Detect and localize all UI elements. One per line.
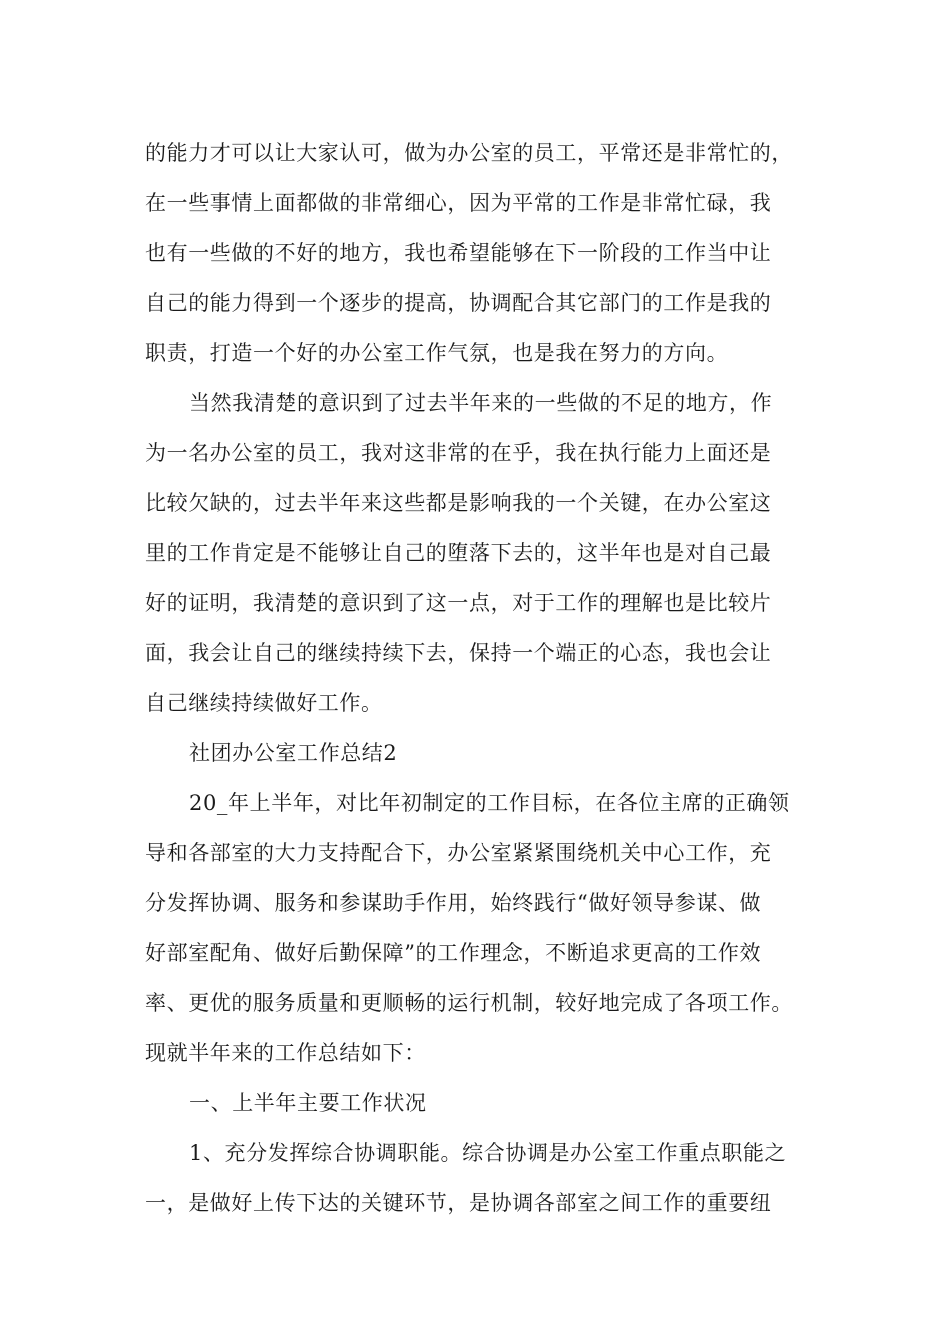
text-line: 职责，打造一个好的办公室工作气氛，也是我在努力的方向。 bbox=[145, 341, 729, 365]
paragraph-start-line: 1、充分发挥综合协调职能。综合协调是办公室工作重点职能之 bbox=[189, 1141, 787, 1165]
text-line: 自己的能力得到一个逐步的提高，协调配合其它部门的工作是我的 bbox=[145, 291, 772, 315]
text-line: 为一名办公室的员工，我对这非常的在乎，我在执行能力上面还是 bbox=[145, 441, 772, 465]
text-line: 好部室配角、做好后勤保障”的工作理念，不断追求更高的工作效 bbox=[145, 941, 762, 965]
text-line: 在一些事情上面都做的非常细心，因为平常的工作是非常忙碌，我 bbox=[145, 191, 772, 215]
text-line: 比较欠缺的，过去半年来这些都是影响我的一个关键，在办公室这 bbox=[145, 491, 772, 515]
paragraph-start-line: 当然我清楚的意识到了过去半年来的一些做的不足的地方，作 bbox=[189, 391, 773, 415]
text-line: 里的工作肯定是不能够让自己的堕落下去的，这半年也是对自己最 bbox=[145, 541, 772, 565]
text-line: 自己继续持续做好工作。 bbox=[145, 691, 383, 715]
text-line: 分发挥协调、服务和参谋助手作用，始终践行“做好领导参谋、做 bbox=[145, 891, 762, 915]
text-line: 现就半年来的工作总结如下： bbox=[145, 1041, 426, 1065]
text-line: 也有一些做的不好的地方，我也希望能够在下一阶段的工作当中让 bbox=[145, 241, 772, 265]
section-heading: 一、上半年主要工作状况 bbox=[189, 1091, 427, 1115]
text-line: 好的证明，我清楚的意识到了这一点，对于工作的理解也是比较片 bbox=[145, 591, 772, 615]
text-line: 的能力才可以让大家认可，做为办公室的员工，平常还是非常忙的， bbox=[145, 141, 793, 165]
section-title: 社团办公室工作总结2 bbox=[189, 741, 398, 765]
paragraph-start-line: 20_年上半年，对比年初制定的工作目标，在各位主席的正确领 bbox=[189, 791, 790, 815]
text-line: 面，我会让自己的继续持续下去，保持一个端正的心态，我也会让 bbox=[145, 641, 772, 665]
text-line: 一，是做好上传下达的关键环节，是协调各部室之间工作的重要纽 bbox=[145, 1191, 772, 1215]
document-page bbox=[145, 128, 805, 1228]
text-line: 导和各部室的大力支持配合下，办公室紧紧围绕机关中心工作，充 bbox=[145, 841, 772, 865]
text-line: 率、更优的服务质量和更顺畅的运行机制，较好地完成了各项工作。 bbox=[145, 991, 793, 1015]
